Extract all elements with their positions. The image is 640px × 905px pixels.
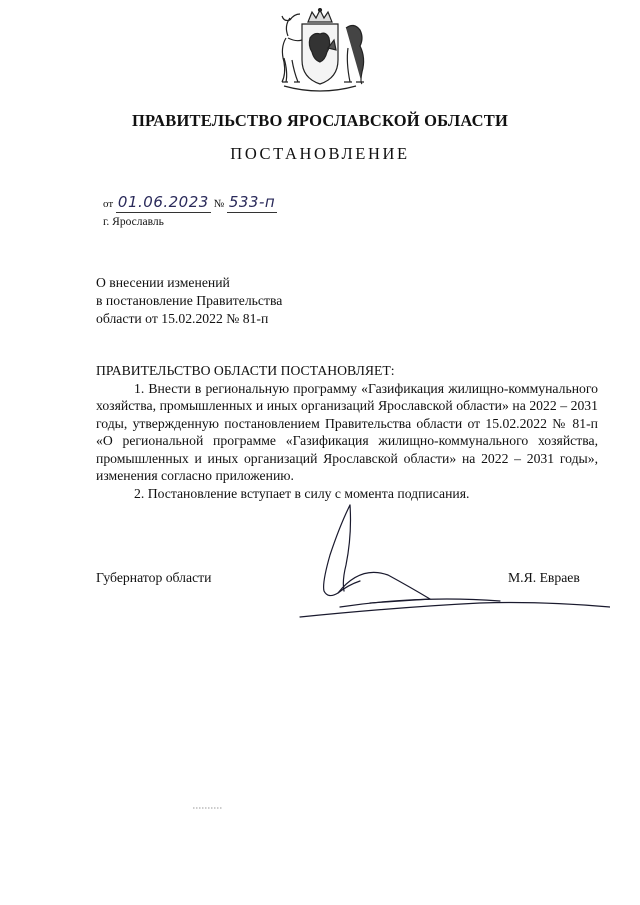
document-type: ПОСТАНОВЛЕНИЕ: [230, 144, 410, 163]
subject-line: в постановление Правительства: [96, 293, 283, 308]
paragraph-1: 1. Внести в региональную программу «Газификация жилищно-коммунального хозяйства, промышленных и иных организаций Ярославской области» на 2022 – 2031 годы, утвержденную постановлением Правительства области от 15.02.2022 № 81-п «О региональной программе «Газификация жилищно-коммунального хозяйства, промышленных и иных организаций Ярославской области» на 2022 – 2031 годы», изменения согласно приложению.: [96, 380, 598, 483]
subject-line: области от 15.02.2022 № 81-п: [96, 311, 269, 326]
date-prefix: от: [103, 198, 114, 210]
coat-of-arms-icon: [272, 8, 368, 96]
subject-line: О внесении изменений: [96, 275, 230, 290]
signer-position: Губернатор области: [96, 570, 212, 585]
government-title: ПРАВИТЕЛЬСТВО ЯРОСЛАВСКОЙ ОБЛАСТИ: [131, 111, 509, 130]
document-date: 01.06.2023: [117, 193, 209, 211]
city: г. Ярославль: [103, 216, 164, 228]
paragraph-2: 2. Постановление вступает в силу с момента подписания.: [134, 485, 470, 501]
date-number-line: [103, 195, 277, 213]
document-subject: [96, 274, 282, 328]
document-number: 533-п: [228, 193, 276, 211]
number-prefix: №: [213, 198, 225, 210]
signer-name: М.Я. Евраев: [508, 570, 580, 585]
footer-mark: [193, 806, 223, 810]
handwritten-signature: [280, 495, 610, 630]
resolution-heading: ПРАВИТЕЛЬСТВО ОБЛАСТИ ПОСТАНОВЛЯЕТ:: [96, 363, 395, 378]
document-body: [96, 362, 598, 502]
